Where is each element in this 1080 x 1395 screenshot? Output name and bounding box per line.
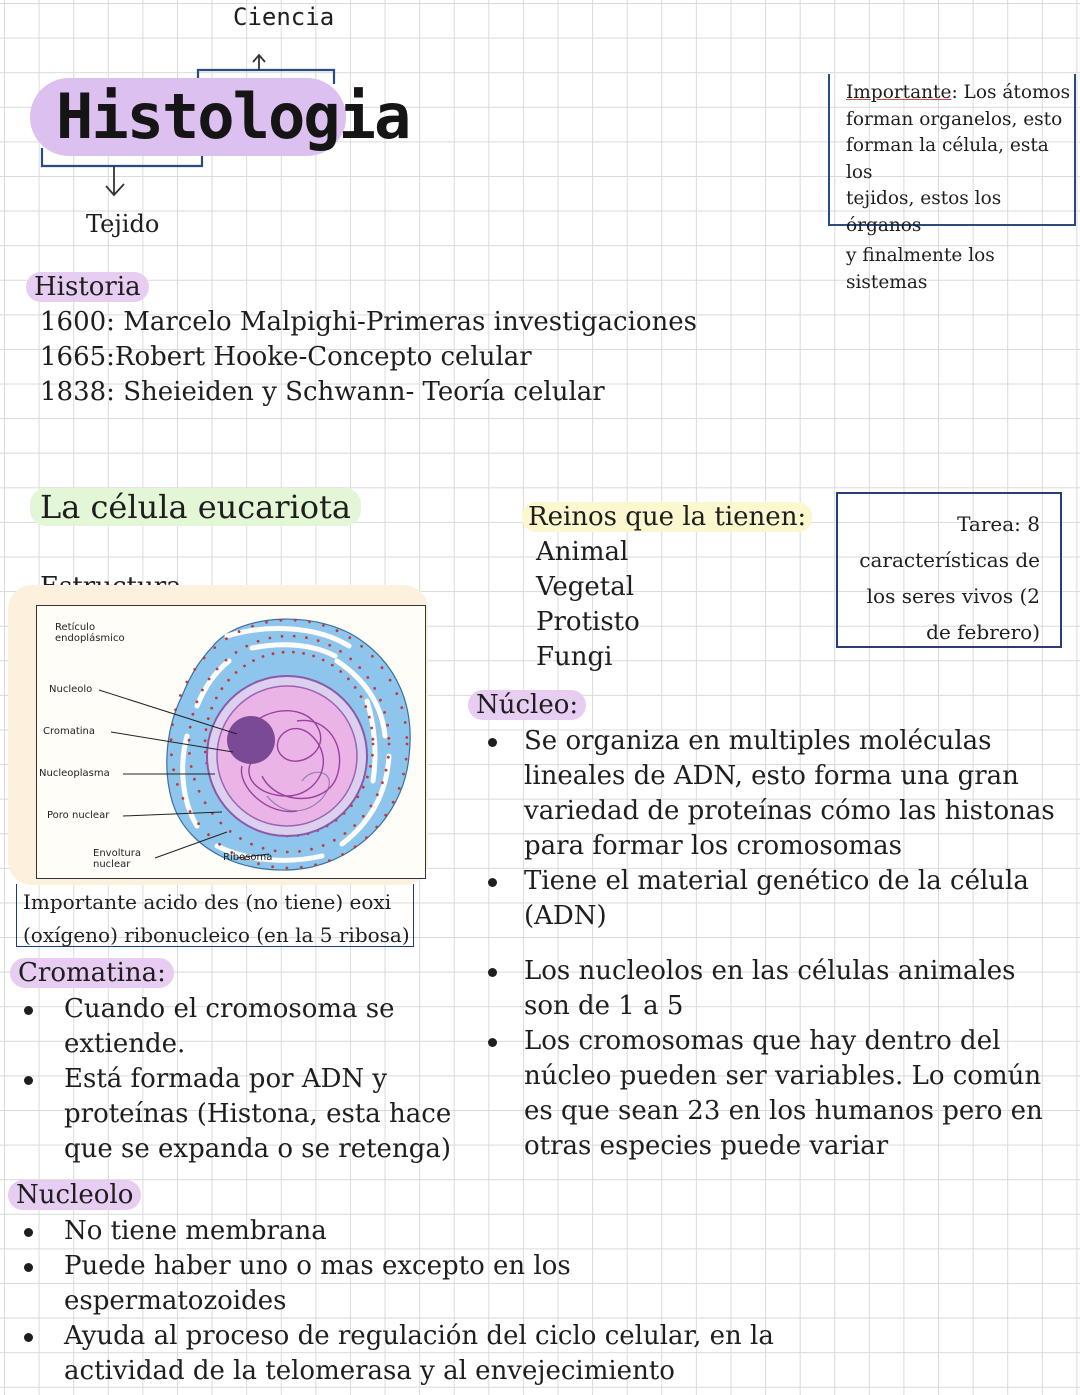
label-tejido: Tejido [86,210,160,238]
tarea-box [836,492,1062,648]
cell-illustration [37,606,425,878]
reino-item: Vegetal [536,572,635,602]
importante-adn-line: (oxígeno) ribonucleico (en la 5 ribosa) [23,923,410,947]
importante-line: forman la célula, esta los [846,135,1049,183]
list-item: Puede haber uno o mas excepto en los espermatozoides [24,1249,774,1319]
list-item: Se organiza en multiples moléculas lineales de ADN, esto forma una gran variedad de proteínas cómo las histonas para formar los cromosomas [488,724,1055,864]
cromatina-heading: Cromatina: [10,956,174,991]
label-nucleolo: Nucleolo [49,684,93,695]
historia-heading: Historia [26,272,149,302]
nucleolo-heading: Nucleolo [8,1178,141,1213]
list-item: Los nucleolos en las células animales son de 1 a 5 [488,954,1055,1024]
reinos-section [522,500,812,675]
historia-item: 1838: Sheieiden y Schwann- Teoría celular [40,377,605,407]
label-ciencia: Ciencia [233,3,335,31]
label-cromatina: Cromatina [43,726,96,737]
tarea-line: Tarea: 8 [957,512,1040,536]
list-item: No tiene membrana [24,1214,774,1249]
tarea-line: características de [859,548,1040,572]
label-ribosoma: Ribosoma [223,852,273,863]
list-item: Tiene el material genético de la célula (ADN) [488,864,1055,934]
label-nucleoplasma: Nucleoplasma [39,768,110,779]
importante-line: y finalmente los sistemas [846,245,995,293]
list-item: Está formada por ADN y proteínas (Histona, esta hace que se expanda o se retenga) [24,1062,451,1167]
label-reticulo: Retículo endoplásmico [55,622,125,644]
importante-adn-box [16,884,414,947]
importante-box [828,74,1076,293]
nucleo-heading: Núcleo: [468,688,586,723]
reinos-heading: Reinos que la tienen: [522,502,812,532]
list-item: Ayuda al proceso de regulación del ciclo celular, en la actividad de la telomerasa y al envejecimiento [24,1319,774,1389]
historia-item: 1600: Marcelo Malpighi-Primeras investigaciones [40,307,698,337]
page-title: Histologia [56,80,410,153]
reino-item: Protisto [536,607,640,637]
nucleo-list [488,724,1055,1164]
nucleolo-list [24,1214,774,1389]
importante-line: tejidos, estos los órganos [846,188,1002,236]
tarea-line: los seres vivos (2 [866,584,1040,608]
cell-diagram [36,605,426,879]
cromatina-list [24,992,451,1167]
reino-item: Fungi [536,642,613,672]
importante-text: Importante: Los átomos [846,82,1071,103]
importante-adn-line: Importante acido des (no tiene) eoxi [23,890,392,914]
reino-item: Animal [536,537,629,567]
historia-item: 1665:Robert Hooke-Concepto celular [40,342,532,372]
tarea-line: de febrero) [926,620,1040,644]
list-item: Los cromosomas que hay dentro del núcleo pueden ser variables. Lo común es que sean 23 en los humanos pero en otras especies puede variar [488,1024,1055,1164]
list-item: Cuando el cromosoma se extiende. [24,992,451,1062]
label-envoltura: Envoltura nuclear [93,848,141,870]
section-title: La célula eucariota [30,484,361,530]
historia-section [26,270,697,410]
label-poro-nuclear: Poro nuclear [47,810,110,821]
importante-line: forman organelos, esto [846,108,1063,130]
